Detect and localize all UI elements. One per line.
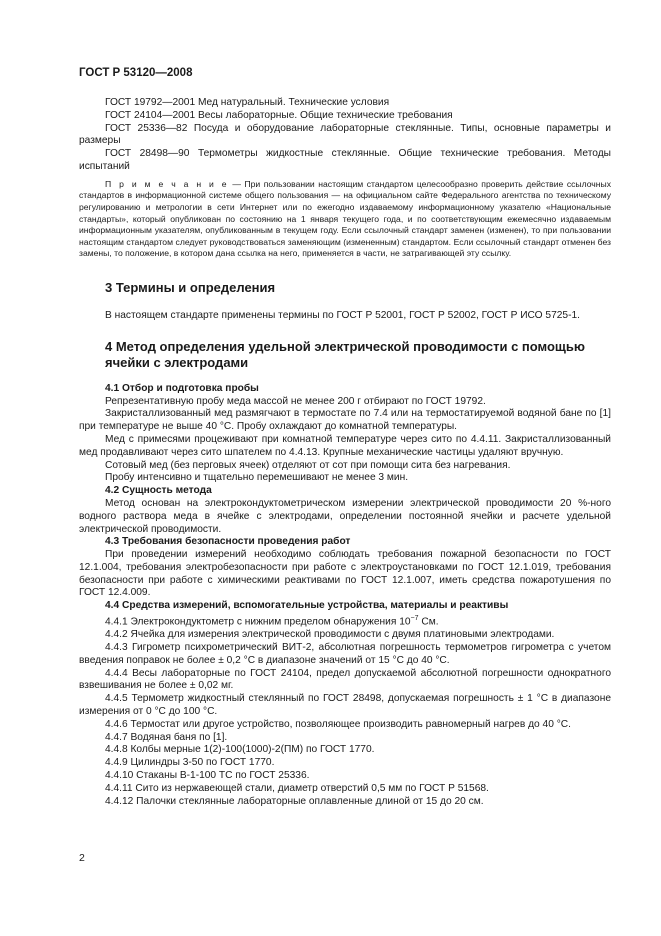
page-number: 2 [79, 852, 85, 864]
section-4-2-p1: Метод основан на электрокондуктометрическом измерении электрической проводимости 20 %-ного водного раствора меда в ячейке с электродами, определении постоянной ячейки и расчете удельной электрической проводимости. [79, 497, 611, 535]
note-label: П р и м е ч а н и е [105, 178, 229, 189]
item-4-4-5: 4.4.5 Термометр жидкостный стеклянный по ГОСТ 28498, допускаемая погрешность ± 1 °С в диапазоне измерения от 0 °С до 100 °С. [79, 693, 611, 718]
item-4-4-9: 4.4.9 Цилиндры 3-50 по ГОСТ 1770. [105, 757, 275, 769]
ref-gost-28498: ГОСТ 28498—90 Термометры жидкостные стеклянные. Общие технические требования. Методы испытаний [79, 148, 611, 172]
item-4-4-1: 4.4.1 Электрокондуктометр с нижним пределом обнаружения $10^{-7}$ См. [105, 615, 439, 628]
section-4-1-p4: Сотовый мед (без перговых ячеек) отделяют от сот при помощи сита без нагревания. [105, 459, 511, 471]
note-paragraph [79, 179, 611, 260]
item-4-4-3: 4.4.3 Гигрометр психрометрический ВИТ-2, абсолютная погрешность термометров гигрометра с учетом введения поправок не более ± 0,2 °С в диапазоне значений от 15 °С до 40 °С. [79, 642, 611, 666]
item-4-4-7: 4.4.7 Водяная баня по [1]. [105, 731, 228, 743]
section-3-title: 3 Термины и определения [105, 279, 276, 295]
item-4-4-10: 4.4.10 Стаканы В-1-100 ТС по ГОСТ 25336. [105, 770, 310, 782]
section-4-title: 4 Метод определения удельной электрической проводимости с помощью ячейки с электродами [105, 338, 585, 370]
section-4-1-p3: Мед с примесями процеживают при комнатной температуре через сито по 4.4.11. Закристаллизованный мед продавливают через сито шпателем по 4.4.13. Крупные механические частицы удаляют вручную. [79, 433, 611, 458]
document-body [79, 97, 611, 808]
section-4-1-p1: Репрезентативную пробу меда массой не менее 200 г отбирают по ГОСТ 19792. [105, 395, 486, 407]
item-4-4-11: 4.4.11 Сито из нержавеющей стали, диаметр отверстий 0,5 мм по ГОСТ Р 51568. [105, 782, 489, 794]
ref-gost-24104: ГОСТ 24104—2001 Весы лабораторные. Общие технические требования [105, 109, 453, 121]
section-4-4-title: 4.4 Средства измерений, вспомогательные устройства, материалы и реактивы [105, 600, 509, 612]
section-4-1-p2: Закристаллизованный мед размягчают в термостате по 7.4 или на термостатируемой водяной бане по [1] при температуре не выше 40 °С. Пробу охлаждают до комнатной температуры. [79, 408, 611, 433]
note-text: — При пользовании настоящим стандартом целесообразно проверить действие ссылочных стандартов в информационной системе общего пользования — на официальном сайте Федерального агентства по техническому регулированию и метрологии в сети Интернет или по ежегодно издаваемому информационному указателю «Национальные стандарты», который опубликован по состоянию на 1 января текущего года, и по соответствующим ежемесячно издаваемым информационным указателям, опубликованным в текущем году. Если ссылочный стандарт заменен (изменен), то при пользовании настоящим стандартом следует руководствоваться заменяющим (измененным) стандартом. Если ссылочный стандарт отменен без замены, то положение, в котором дана ссылка на него, применяется в части, не затрагивающей эту ссылку. [79, 178, 611, 259]
item-4-4-8: 4.4.8 Колбы мерные 1(2)-100(1000)-2(ПМ) по ГОСТ 1770. [105, 744, 375, 756]
section-4-2-title: 4.2 Сущность метода [105, 485, 212, 497]
ref-gost-19792: ГОСТ 19792—2001 Мед натуральный. Технические условия [105, 97, 390, 108]
item-4-4-2: 4.4.2 Ячейка для измерения электрической проводимости с двумя платиновыми электродами. [105, 629, 555, 641]
item-4-4-12: 4.4.12 Палочки стеклянные лабораторные оплавленные длиной от 15 до 20 см. [105, 795, 484, 807]
ref-gost-25336: ГОСТ 25336—82 Посуда и оборудование лабораторные стеклянные. Типы, основные параметры и размеры [79, 122, 611, 147]
item-4-4-6: 4.4.6 Термостат или другое устройство, позволяющее производить равномерный нагрев до 40 °С. [105, 718, 571, 730]
section-3-text: В настоящем стандарте применены термины по ГОСТ Р 52001, ГОСТ Р 52002, ГОСТ Р ИСО 5725-1. [105, 309, 580, 321]
section-4-1-p5: Пробу интенсивно и тщательно перемешивают не менее 3 мин. [105, 472, 409, 484]
document-header: ГОСТ Р 53120—2008 [79, 67, 193, 79]
section-4-3-p1: При проведении измерений необходимо соблюдать требования пожарной безопасности по ГОСТ 12.1.004, требования электробезопасности при работе с электроустановками по ГОСТ 12.1.019, требования безопасности при работе с химическими реактивами по ГОСТ 12.1.007, иметь средства пожаротушения по ГОСТ 12.4.009. [79, 549, 611, 599]
section-4-3-title: 4.3 Требования безопасности проведения работ [105, 536, 351, 548]
section-4-1-title: 4.1 Отбор и подготовка пробы [105, 382, 259, 394]
item-4-4-4: 4.4.4 Весы лабораторные по ГОСТ 24104, предел допускаемой абсолютной погрешности однократного взвешивания не более ± 0,02 мг. [79, 667, 611, 692]
